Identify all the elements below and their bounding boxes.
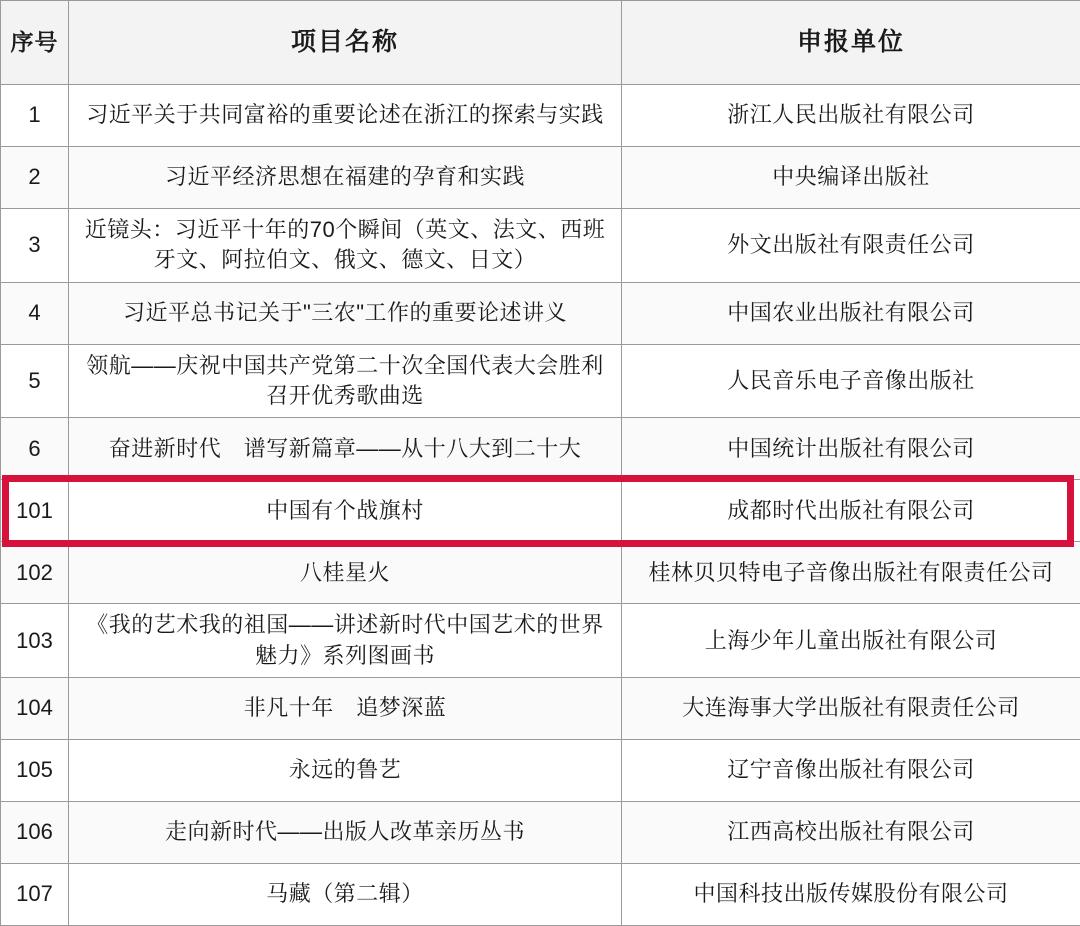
table-row — [1, 418, 1080, 480]
cell-project-name: 领航——庆祝中国共产党第二十次全国代表大会胜利召开优秀歌曲选 — [69, 344, 622, 418]
cell-declaring-unit: 桂林贝贝特电子音像出版社有限责任公司 — [622, 542, 1080, 604]
cell-seq: 106 — [1, 802, 69, 864]
cell-project-name: 习近平关于共同富裕的重要论述在浙江的探索与实践 — [69, 85, 622, 147]
cell-declaring-unit: 中国科技出版传媒股份有限公司 — [622, 864, 1080, 926]
column-header-seq: 序号 — [1, 1, 69, 85]
cell-seq: 102 — [1, 542, 69, 604]
cell-seq: 104 — [1, 678, 69, 740]
cell-project-name: 习近平经济思想在福建的孕育和实践 — [69, 147, 622, 209]
cell-declaring-unit: 上海少年儿童出版社有限公司 — [622, 604, 1080, 678]
cell-seq: 1 — [1, 85, 69, 147]
table-body — [1, 85, 1080, 926]
table-row — [1, 480, 1080, 542]
cell-seq: 2 — [1, 147, 69, 209]
table-header — [1, 1, 1080, 85]
cell-project-name: 八桂星火 — [69, 542, 622, 604]
table-row — [1, 740, 1080, 802]
cell-project-name: 中国有个战旗村 — [69, 480, 622, 542]
cell-declaring-unit: 中国统计出版社有限公司 — [622, 418, 1080, 480]
cell-seq: 103 — [1, 604, 69, 678]
table-row — [1, 864, 1080, 926]
cell-declaring-unit: 大连海事大学出版社有限责任公司 — [622, 678, 1080, 740]
cell-seq: 3 — [1, 209, 69, 283]
column-header-name: 项目名称 — [69, 1, 622, 85]
table-row — [1, 344, 1080, 418]
cell-declaring-unit: 外文出版社有限责任公司 — [622, 209, 1080, 283]
cell-project-name: 永远的鲁艺 — [69, 740, 622, 802]
column-header-unit: 申报单位 — [622, 1, 1080, 85]
cell-declaring-unit: 江西高校出版社有限公司 — [622, 802, 1080, 864]
cell-project-name: 习近平总书记关于"三农"工作的重要论述讲义 — [69, 282, 622, 344]
cell-seq: 105 — [1, 740, 69, 802]
table-row — [1, 282, 1080, 344]
cell-declaring-unit: 人民音乐电子音像出版社 — [622, 344, 1080, 418]
cell-seq: 101 — [1, 480, 69, 542]
cell-project-name: 近镜头：习近平十年的70个瞬间（英文、法文、西班牙文、阿拉伯文、俄文、德文、日文） — [69, 209, 622, 283]
cell-project-name: 马藏（第二辑） — [69, 864, 622, 926]
cell-seq: 6 — [1, 418, 69, 480]
cell-declaring-unit: 成都时代出版社有限公司 — [622, 480, 1080, 542]
cell-seq: 5 — [1, 344, 69, 418]
table-row — [1, 802, 1080, 864]
cell-seq: 107 — [1, 864, 69, 926]
table-header-row — [1, 1, 1080, 85]
table-row — [1, 85, 1080, 147]
table-row — [1, 209, 1080, 283]
cell-project-name: 奋进新时代 谱写新篇章——从十八大到二十大 — [69, 418, 622, 480]
cell-project-name: 《我的艺术我的祖国——讲述新时代中国艺术的世界魅力》系列图画书 — [69, 604, 622, 678]
table-row — [1, 678, 1080, 740]
cell-declaring-unit: 中央编译出版社 — [622, 147, 1080, 209]
cell-declaring-unit: 浙江人民出版社有限公司 — [622, 85, 1080, 147]
cell-project-name: 走向新时代——出版人改革亲历丛书 — [69, 802, 622, 864]
table-row — [1, 542, 1080, 604]
cell-declaring-unit: 中国农业出版社有限公司 — [622, 282, 1080, 344]
cell-seq: 4 — [1, 282, 69, 344]
table-row — [1, 604, 1080, 678]
cell-project-name: 非凡十年 追梦深蓝 — [69, 678, 622, 740]
cell-declaring-unit: 辽宁音像出版社有限公司 — [622, 740, 1080, 802]
table-row — [1, 147, 1080, 209]
